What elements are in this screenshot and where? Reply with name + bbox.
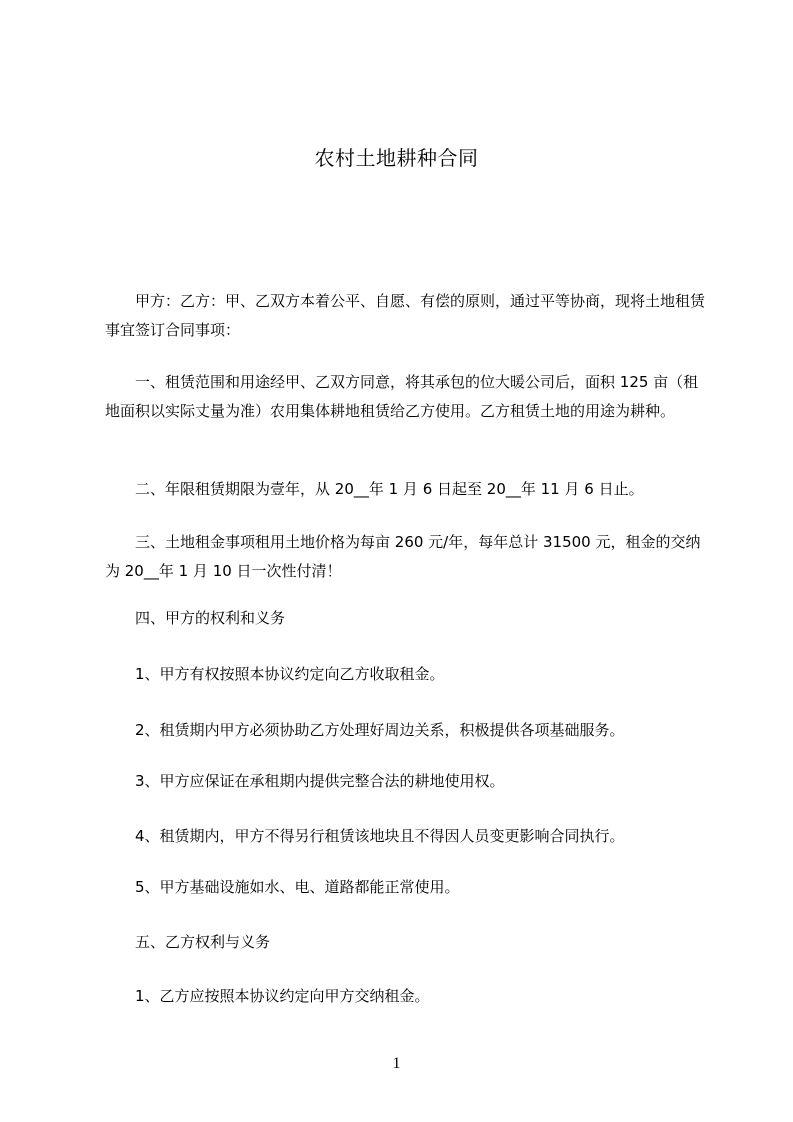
paragraph-rent: 三、土地租金事项租用土地价格为每亩 260 元/年，每年总计 31500 元，租金的交纳为 20__年 1 月 10 日一次性付清！ [105, 533, 701, 580]
section-heading-party-a: 四、甲方的权利和义务 [135, 609, 286, 627]
party-a-clause-2: 2、租赁期内甲方必须协助乙方处理好周边关系，积极提供各项基础服务。 [135, 721, 625, 739]
section-heading-party-b: 五、乙方权利与义务 [135, 933, 271, 951]
party-a-clause-3: 3、甲方应保证在承租期内提供完整合法的耕地使用权。 [135, 772, 505, 790]
paragraph-lease-scope: 一、租赁范围和用途经甲、乙双方同意，将其承包的位大暖公司后，面积 125 亩（租地面积以实际丈量为准）农用集体耕地租赁给乙方使用。乙方租赁土地的用途为耕种。 [105, 373, 699, 420]
party-a-clause-1: 1、甲方有权按照本协议约定向乙方收取租金。 [135, 665, 445, 683]
party-a-clause-4: 4、租赁期内，甲方不得另行租赁该地块且不得因人员变更影响合同执行。 [135, 827, 625, 845]
paragraph-intro: 甲方：乙方：甲、乙双方本着公平、自愿、有偿的原则，通过平等协商，现将土地租赁事宜签订合同事项： [105, 292, 706, 339]
page-number: 1 [392, 1055, 401, 1072]
party-b-clause-1: 1、乙方应按照本协议约定向甲方交纳租金。 [135, 987, 430, 1005]
party-a-clause-5: 5、甲方基础设施如水、电、道路都能正常使用。 [135, 878, 460, 896]
document-title: 农村土地耕种合同 [314, 146, 479, 170]
paragraph-lease-term: 二、年限租赁期限为壹年，从 20__年 1 月 6 日起至 20__年 11 月 6 日止。 [135, 480, 644, 498]
